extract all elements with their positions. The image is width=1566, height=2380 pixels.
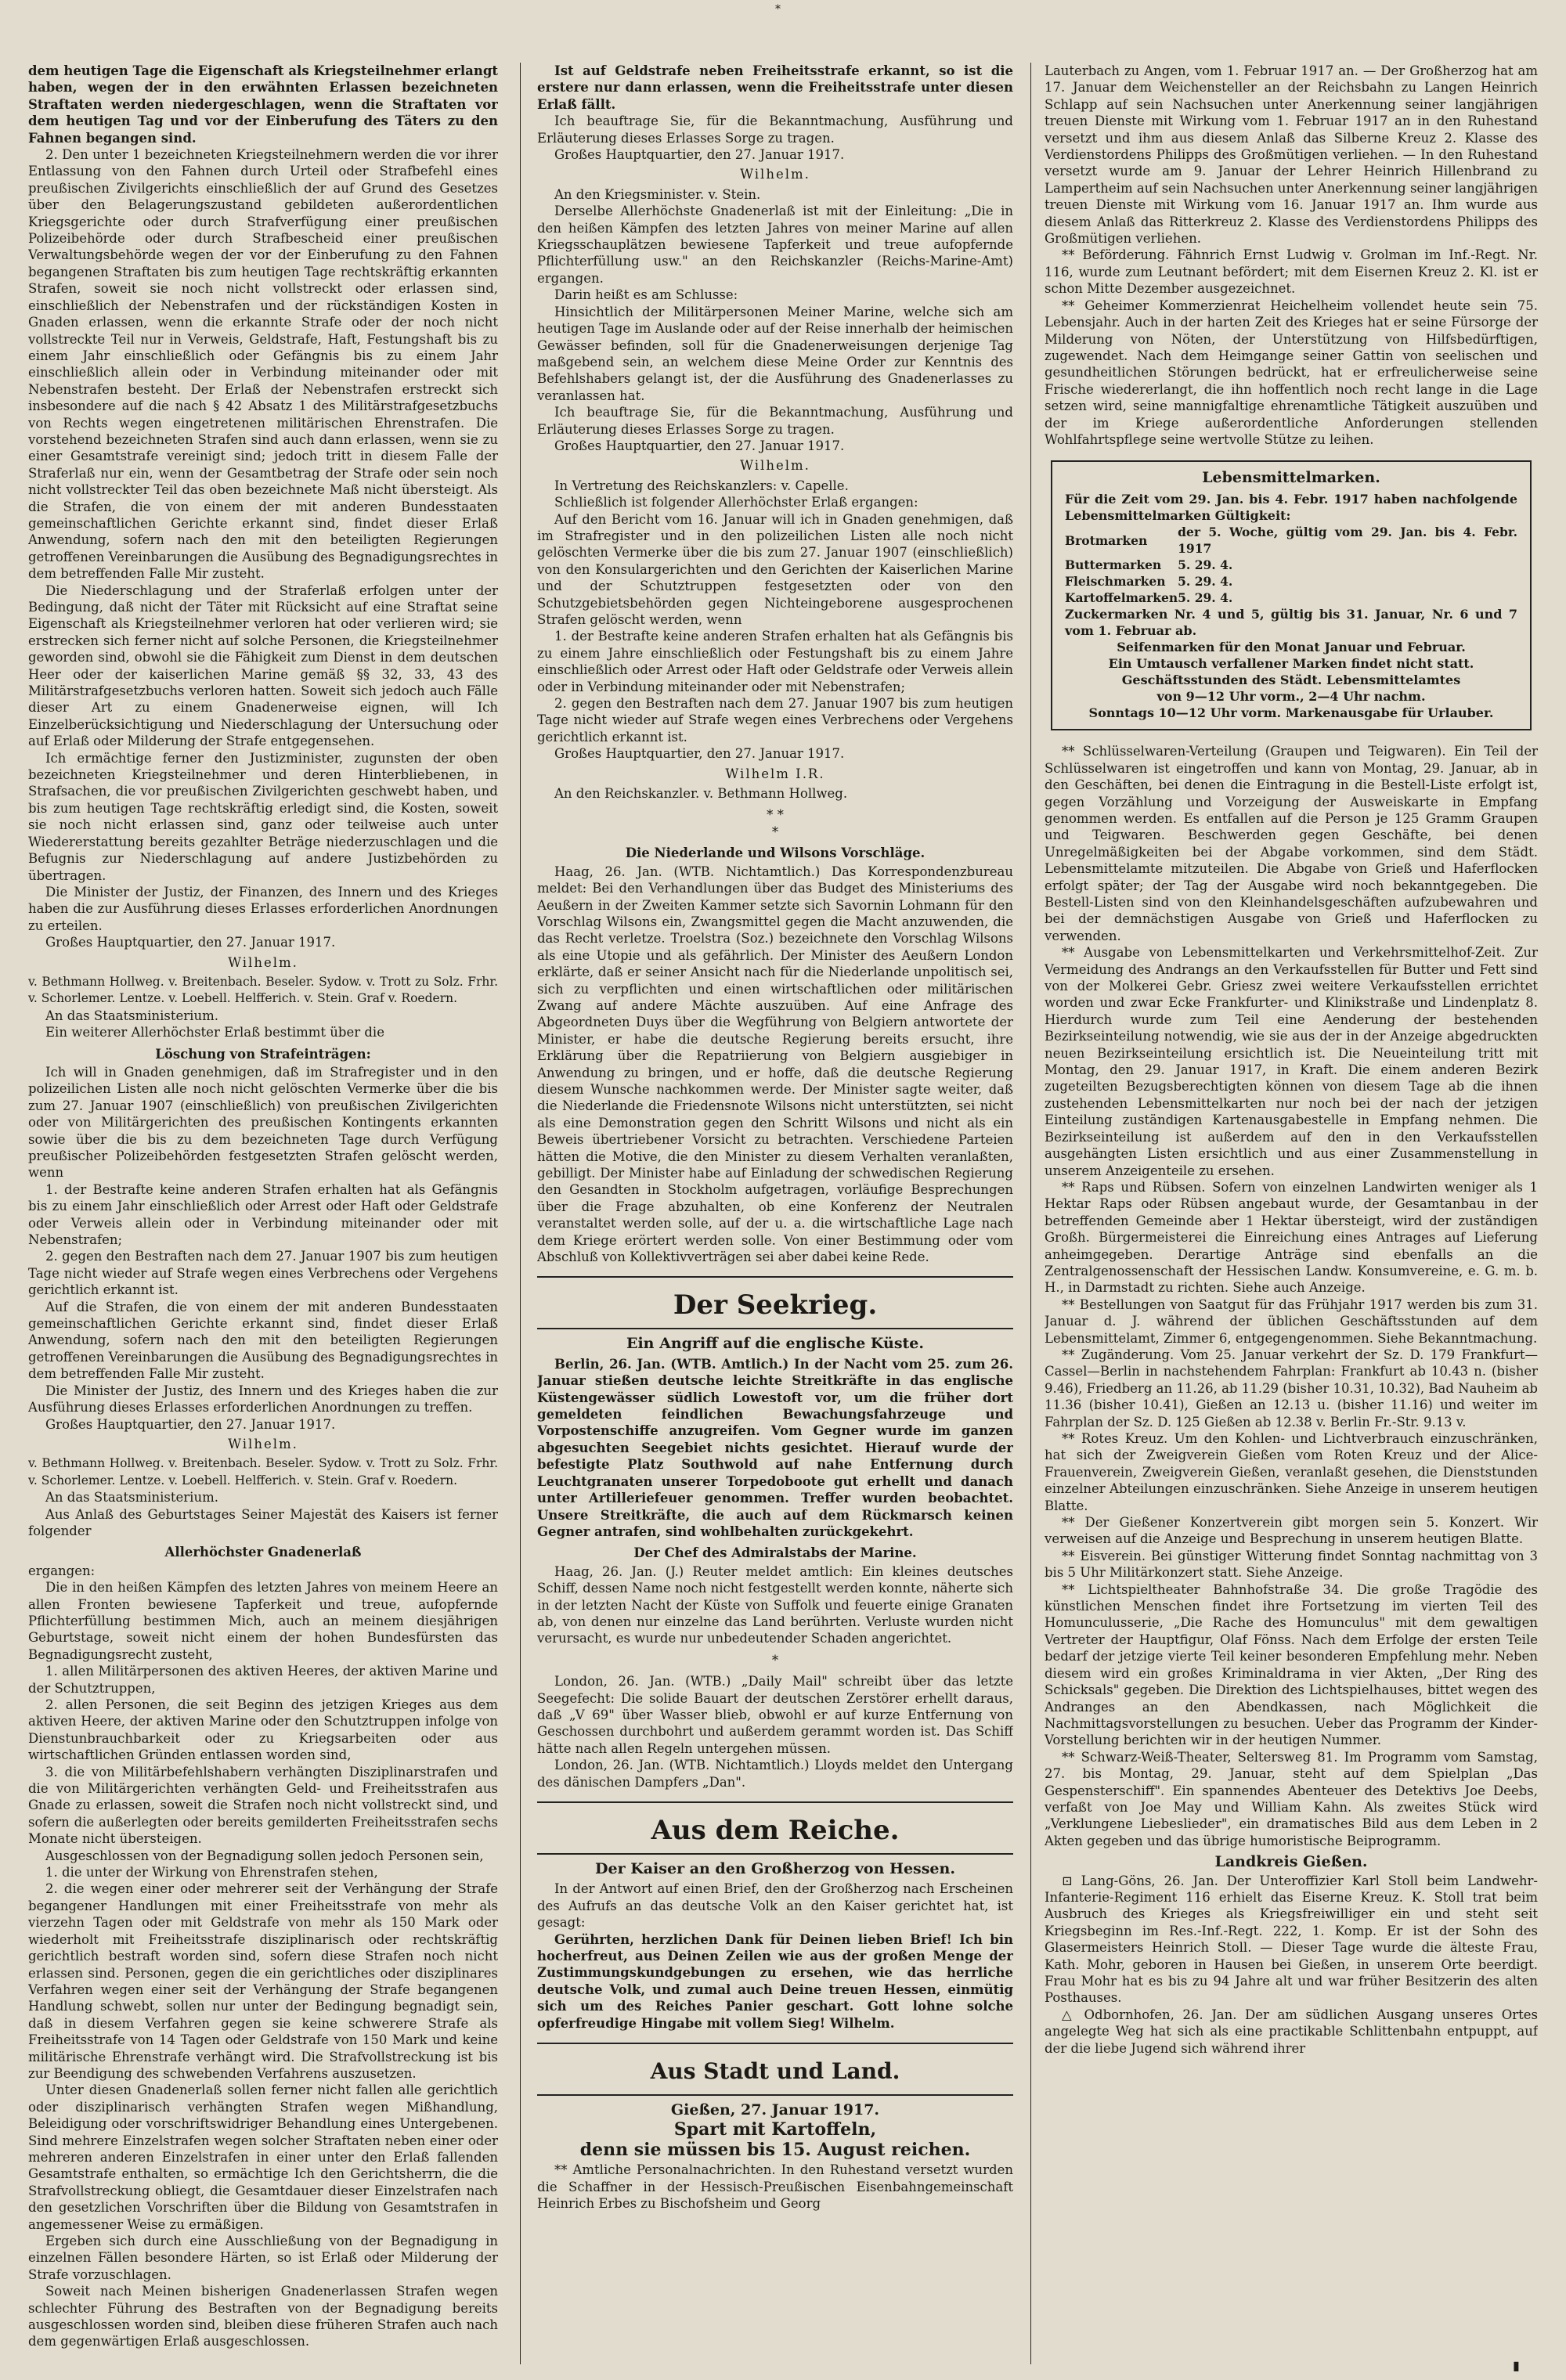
article-heading: Die Niederlande und Wilsons Vorschläge. (625, 846, 926, 861)
sugar-cards: Zuckermarken Nr. 4 und 5, gültig bis 31. Januar, Nr. 6 und 7 vom 1. Februar ab. (1065, 607, 1517, 639)
paragraph: Soweit nach Meinen bisherigen Gnadenerlassen Strafen wegen schlechter Führung des Bestraften von der Begnadigung bereits ausgeschlossen worden sind, bleiben diese früheren Strafen auch nach dem gegenwärtigen Erlaß ausgeschlossen. (28, 2284, 498, 2349)
paragraph: ** Bestellungen von Saatgut für das Frühjahr 1917 werden bis zum 31. Januar d. J. während der üblichen Geschäftsstunden auf dem Lebensmittelamt, Zimmer 6, entgegengenommen. Siehe Bekanntmachung. (1045, 1296, 1538, 1346)
paragraph: 2. die wegen einer oder mehrerer seit der Verhängung der Strafe begangener Handlungen mit einer Freiheitsstrafe von mehr als vierzehn Tagen oder mit Geldstrafe von mehr als 150 Mark oder wiederholt mit Freiheitsstrafe disziplinarisch oder rechtskräftig gerichtlich bestraft worden sind, sofern diese Strafen noch nicht erlassen sind. Personen, gegen die ein gerichtliches oder disziplinares Verfahren wegen einer seit der Verhängung der Strafe begangenen Handlung schwebt, sollen nur unter der Bedingung begnadigt sein, daß in diesem Verfahren gegen sie keine schwerere Strafe als Freiheitsstrafe von 14 Tagen oder Geldstrafe von 150 Mark und keine militärische Ehrenstrafe verhängt wird. Die Strafvollstreckung ist bis zur Beendigung des schwebenden Verfahrens auszusetzen. (28, 1881, 498, 2081)
paragraph: Haag, 26. Jan. (WTB. Nichtamtlich.) Das Korrespondenzbureau meldet: Bei den Verhandlungen über das Budget des Ministeriums des Aeußern in der Zweiten Kammer setzte sich Savornin Lohmann für den Vorschlag Wilsons ein, Zwangsmittel gegen die Macht anzuwenden, die das Recht verletze. Troelstra (Soz.) bezeichnete den Vorschlag Wilsons als eine Utopie und als gefährlich. Der Minister des Aeußern London erklärte, daß er seiner Ansicht nach für die Niederlande unpolitisch sei, sich zu verpflichten und einen wirtschaftlichen oder militärischen Zwang auf andere Mächte auszuüben. Auf eine Anfrage des Abgeordneten Duys über die Wegführung von Belgiern antwortete der Minister, er habe die deutsche Regierung bereits ersucht, ihre Erklärung über die Repatriierung von Belgiern ausgiebiger in Anwendung zu bringen, und er hoffe, daß die deutsche Regierung diesem Wunsche nachkommen werde. Der Minister sagte weiter, daß die Niederlande die Friedensnote Wilsons nicht unterstützten, sei nicht als eine Demonstration gegen den Schritt Wilsons und nicht als ein Beweis übertriebener Vorsicht zu betrachten. Verschiedene Parteien hätten die Motive, die den Minister zu diesem Verhalten veranlaßten, gebilligt. Der Minister habe auf Einladung der schwedischen Regierung den Gesandten in Stockholm aufgetragen, vorläufige Besprechungen über die Frage abzuhalten, ob eine Konferenz der Neutralen veranstaltet werden solle, auf der u. a. die wirtschaftliche Lage nach dem Kriege erörtert werden solle. Von einer Bestimmung oder vom Abschluß von Kollektivverträgen sei aber dabei keine Rede. (537, 864, 1013, 1265)
text-cursor-icon: ▮ (1513, 2358, 1520, 2373)
exchange-note: Ein Umtausch verfallener Marken findet nicht statt. (1108, 656, 1474, 672)
table-row (1065, 573, 1517, 590)
addressee: An den Reichskanzler. v. Bethmann Hollweg. (554, 786, 848, 802)
addressee: An den Kriegsminister. v. Stein. (554, 186, 761, 202)
paragraph: In der Antwort auf einen Brief, den der Großherzog nach Erscheinen des Aufrufs an das deutsche Volk an den Kaiser gerichtet hat, ist gesagt: (537, 1881, 1013, 1931)
slogan-line-2: denn sie müssen bis 15. August reichen. (579, 2139, 971, 2160)
paragraph: Hinsichtlich der Militärpersonen Meiner Marine, welche sich am heutigen Tage im Auslande oder auf der Reise innerhalb der heimischen Gewässer befinden, soll für die Gnadenerweisungen derjenige Tag maßgebend sein, an welchem diese Meine Order zur Kenntnis des Befehlshabers gelangt ist, der die Ausführung des Gnadenerlasses zu veranlassen hat. (537, 304, 1013, 403)
paragraph: ** Der Gießener Konzertverein gibt morgen sein 5. Konzert. Wir verweisen auf die Anzeige und Besprechung in unserem heutigen Blatte. (1045, 1515, 1538, 1547)
paragraph: Ausgeschlossen von der Begnadigung sollen jedoch Personen sein, (45, 1848, 484, 1863)
paragraph: ** Rotes Kreuz. Um den Kohlen- und Lichtverbrauch einzuschränken, hat sich der Zweigverein Gießen vom Roten Kreuz und der Alice-Frauenverein, Zweigverein Gießen, veranlaßt gesehen, die Dienststunden einzelner Abteilungen einzuschränken. Siehe Anzeige in unserem heutigen Blatte. (1045, 1431, 1538, 1513)
paragraph: Ich will in Gnaden genehmigen, daß im Strafregister und in den polizeilichen Listen alle noch nicht gelöschten Vermerke über die bis zum 27. Januar 1907 (einschließlich) von preußischen Zivilgerichten oder von Militärgerichten des preußischen Kontingents erkannten sowie über die bis zu dem bezeichneten Tage durch Verfügung preußischer Polizeibehörden festgesetzten Strafen gelöscht werden, wenn (28, 1064, 498, 1181)
paragraph: Aus Anlaß des Geburtstages Seiner Majestät des Kaisers ist ferner folgender (28, 1506, 498, 1538)
paragraph: Berlin, 26. Jan. (WTB. Amtlich.) In der Nacht vom 25. zum 26. Januar stießen deutsche leichte Streitkräfte in das englische Küstengewässer südlich Lowestoft vor, um die früher dort gemeldeten feindlichen Bewachungsfahrzeuge und Vorpostenschiffe anzugreifen. Vom Gegner wurde im ganzen abgesuchten Seegebiet nichts gesichtet. Hierauf wurde der befestigte Platz Southwold auf nahe Entfernung durch Leuchtgranaten unserer Torpedoboote gut erhellt und danach unter Artilleriefeuer genommen. Treffer wurden beobachtet. Unsere Streitkräfte, die auch auf dem Rückmarsch keinen Gegner antrafen, sind wohlbehalten zurückgekehrt. (537, 1356, 1013, 1539)
paragraph: 1. allen Militärpersonen des aktiven Heeres, der aktiven Marine und der Schutztruppen, (28, 1664, 498, 1696)
paragraph: Auf die Strafen, die von einem der mit anderen Bundesstaaten gemeinschaftlichen Gerichte erkannt sind, findet dieser Erlaß Anwendung, sofern nach den mit den beteiligten Regierungen getroffenen Vereinbarungen die Ausübung des Begnadigungsrechtes in dem betreffenden Falle Mir zusteht. (28, 1299, 498, 1382)
paragraph: London, 26. Jan. (WTB. Nichtamtlich.) Lloyds meldet den Untergang des dänischen Dampfers „Dan". (537, 1758, 1013, 1790)
paragraph: ** Schwarz-Weiß-Theater, Seltersweg 81. Im Programm vom Samstag, 27. bis Montag, 29. Januar, steht auf dem Spielplan „Das Gespensterschiff". Ein spannendes Abenteuer des Detektivs Joe Deebs, verfaßt von Joe May und William Kahn. Als zweites Stück wird „Verklungene Liebeslieder", ein dramatisches Bild aus dem Leben in 2 Akten gegeben und das übrige humoristische Beiprogramm. (1045, 1749, 1538, 1848)
paragraph: ** Ausgabe von Lebensmittelkarten und Verkehrsmittelhof-Zeit. Zur Vermeidung des Andrangs an den Verkaufsstellen für Butter und Fett sind von der Molkerei Gebr. Griesz zwei weitere Verkaufsstellen errichtet worden und zwar Ecke Frankfurter- und Klinikstraße und Lindenplatz 8. Hierdurch wurde zum Teil eine Aenderung der bestehenden Bezirkseinteilung notwendig, wie sie aus der in der Anzeige abgedruckten neuen Bezirkseinteilung ersichtlich ist. Die Neueinteilung tritt mit Montag, den 29. Januar 1917, in Kraft. Die einem anderen Bezirk zugeteilten Bezugsberechtigten können von diesem Tage ab die ihnen zustehenden Lebensmittelkarten nur noch bei der nach der jetzigen Einteilung zuständigen Kartenausgabestelle in Empfang nehmen. Die Bezirkseinteilung ist außerdem auf den in den Verkaufsstellen ausgehängten Listen ersichtlich und aus einer Zusammenstellung in unserem Anzeigenteile zu ersehen. (1045, 945, 1538, 1178)
paragraph: △ Odbornhofen, 26. Jan. Der am südlichen Ausgang unseres Ortes angelegte Weg hat sich als eine practikable Schlittenbahn entpuppt, auf der die liebe Jugend sich während ihrer (1045, 2007, 1538, 2056)
column-2 (537, 63, 1013, 2364)
table-cell: der 5. Woche, gültig vom 29. Jan. bis 4. Febr. 1917 (1178, 525, 1517, 557)
paragraph: ** Beförderung. Fähnrich Ernst Ludwig v. Grolman im Inf.-Regt. Nr. 116, wurde zum Leutnant befördert; mit dem Eisernen Kreuz 2. Kl. ist er schon Mitte Dezember ausgezeichnet. (1045, 247, 1538, 297)
column-1 (28, 63, 498, 2364)
slogan-line-1: Spart mit Kartoffeln, (673, 2119, 877, 2140)
separator-stars: * * * (767, 807, 784, 839)
paragraph: 2. gegen den Bestraften nach dem 27. Januar 1907 bis zum heutigen Tage nicht wieder auf Strafe wegen eines Verbrechens oder Vergehens gerichtlich erkannt ist. (537, 696, 1013, 745)
ration-cards-box (1051, 460, 1532, 730)
signature: Wilhelm I.R. (725, 766, 825, 781)
paragraph: London, 26. Jan. (WTB.) „Daily Mail" schreibt über das letzte Seegefecht: Die solide Bauart der deutschen Zerstörer erhellt daraus, daß „V 69" über Wasser blieb, obwohl er auf kurze Entfernung von Geschossen durchbohrt und außerdem gerammt worden ist. Das Schiff hätte nach allen Regeln untergehen müssen. (537, 1674, 1013, 1756)
paragraph: ergangen: (28, 1563, 96, 1578)
article-subtitle: Der Kaiser an den Großherzog von Hessen. (595, 1860, 955, 1877)
column-rule-2 (1030, 63, 1031, 2364)
section-heading: Allerhöchster Gnadenerlaß (164, 1545, 362, 1560)
table-row (1065, 590, 1517, 606)
section-banner (537, 1801, 1013, 1855)
paragraph: Auf den Bericht vom 16. Januar will ich in Gnaden genehmigen, daß im Strafregister und in den polizeilichen Listen alle noch nicht gelöschten Vermerke über die bis zum 27. Januar 1907 (einschließlich) von den Konsulargerichten und den Gerichten der Kaiserlichen Marine und der Schutztruppen festgesetzten oder von den Schutzgebietsbehörden gegen Nichteingeborene ausgesprochenen Strafen gelöscht werden, wenn (537, 511, 1013, 627)
paragraph: Die in den heißen Kämpfen des letzten Jahres von meinem Heere an allen Fronten bewiesene Tapferkeit und treue, aufopfernde Pflichterfüllung bestimmen Mich, auch an meinem diesjährigen Geburtstage, soweit nicht einem der hohen Bundesfürsten das Begnadigungsrecht zusteht, (28, 1580, 498, 1662)
box-title: Lebensmittelmarken. (1202, 469, 1380, 487)
office-hours-3: Sonntags 10—12 Uhr vorm. Markenausgabe für Urlauber. (1088, 705, 1494, 721)
paragraph: Ein weiterer Allerhöchster Erlaß bestimmt über die (45, 1025, 384, 1040)
paragraph: Lauterbach zu Angen, vom 1. Februar 1917 an. — Der Großherzog hat am 17. Januar dem Weichensteller an der Reichsbahn zu Langen Heinrich Schlapp auf sein Nachsuchen unter Anerkennung seiner langjährigen treuen Dienste mit Wirkung vom 1. Februar 1917 an in den Ruhestand versetzt und ihm aus diesem Anlaß das Silberne Kreuz 2. Klasse des Verdienstordens Philipps des Großmütigen verliehen. — In den Ruhestand versetzt wurde am 9. Januar der Lehrer Heinrich Hillenbrand zu Lampertheim auf sein Nachsuchen unter Anerkennung seiner langjährigen treuen Dienste mit Wirkung vom 16. Januar 1917 an. Ihm wurde aus diesem Anlaß das Ritterkreuz 2. Klasse des Verdienstordens Philipps des Großmütigen verliehen. (1045, 63, 1538, 247)
place-date: Großes Hauptquartier, den 27. Januar 1917. (45, 935, 336, 950)
countersigners: v. Bethmann Hollweg. v. Breitenbach. Beseler. Sydow. v. Trott zu Solz. Frhr. v. Schorlemer. Lentze. v. Loebell. Helfferich. v. Stein. Graf v. Roedern. (28, 1456, 498, 1488)
paragraph: Gerührten, herzlichen Dank für Deinen lieben Brief! Ich bin hocherfreut, aus Deinen Zeilen wie aus der großen Menge der Zustimmungskundgebungen zu ersehen, wie das herrliche deutsche Volk, und zumal auch Deine treuen Hessen, einmütig sich um des Reiches Panier geschart. Gott lohne solche opferfreudige Hingabe mit vollem Sieg! Wilhelm. (537, 1931, 1013, 2031)
place-date: Großes Hauptquartier, den 27. Januar 1917. (554, 746, 845, 762)
table-row (1065, 557, 1517, 573)
paragraph: Die Niederschlagung und der Straferlaß erfolgen unter der Bedingung, daß nicht der Täter mit Rücksicht auf eine Straftat seine Eigenschaft als Kriegsteilnehmer verloren hat oder verlieren wird; sie erstrecken sich ferner nicht auf solche Personen, die Kriegsteilnehmer geworden sind, obwohl sie die Fähigkeit zum Dienst in dem deutschen Heer oder der kaiserlichen Marine gemäß §§ 32, 33, 43 des Militärstrafgesetzbuchs verloren hatten. Soweit sich jedoch auch Fälle dieser Art zu einem Gnadenerweise eignen, will Ich Einzelberücksichtigung und Niederschlagung der Untersuchung oder auf Erlaß oder Milderung der Strafe entgegensehen. (28, 582, 498, 749)
paragraph: 1. die unter der Wirkung von Ehrenstrafen stehen, (45, 1865, 378, 1881)
paragraph: Ergeben sich durch eine Ausschließung von der Begnadigung in einzelnen Fällen besondere Härten, so ist Erlaß oder Milderung der Strafe vorzuschlagen. (28, 2234, 498, 2282)
section-heading: Löschung von Strafeinträgen: (155, 1046, 371, 1062)
soap-cards: Seifenmarken für den Monat Januar und Februar. (1117, 640, 1466, 655)
paragraph: Haag, 26. Jan. (J.) Reuter meldet amtlich: Ein kleines deutsches Schiff, dessen Name noch nicht festgestellt werden konnte, näherte sich in der letzten Nacht der Küste von Suffolk und feuerte einige Granaten ab, von denen nur einzelne das Land berührten. Verluste wurden nicht verursacht, es wurde nur unbedeutender Schaden angerichtet. (537, 1563, 1013, 1646)
dateline: Gießen, 27. Januar 1917. (670, 2101, 880, 2119)
paragraph: dem heutigen Tage die Eigenschaft als Kriegsteilnehmer erlangt haben, wegen der in den erwähnten Erlassen bezeichneten Straftaten werden niedergeschlagen, wenn die Straftaten vor dem heutigen Tag und vor der Einberufung des Täters zu den Fahnen begangen sind. (28, 63, 498, 146)
paragraph: Die Minister der Justiz, des Innern und des Krieges haben die zur Ausführung dieses Erlasses erforderlichen Anordnungen zu treffen. (28, 1383, 498, 1415)
paragraph: Ich beauftrage Sie, für die Bekanntmachung, Ausführung und Erläuterung dieses Erlasses Sorge zu tragen. (537, 114, 1013, 146)
paragraph: ** Eisverein. Bei günstiger Witterung findet Sonntag nachmittag von 3 bis 5 Uhr Militärkonzert statt. Siehe Anzeige. (1045, 1548, 1538, 1581)
section-heading: Landkreis Gießen. (1214, 1853, 1368, 1871)
paragraph: ** Lichtspieltheater Bahnhofstraße 34. Die große Tragödie des künstlichen Menschen findet ihre Fortsetzung im vierten Teil des Homunculusserie, „Die Rache des Homunculus" mit dem gewaltigen Vertreter der Hauptfigur, Olaf Fönss. Nach dem Erfolge der ersten Teile bedarf der jetzige vierte Teil keiner besonderen Empfehlung mehr. Neben diesem wird ein großes Kriminaldrama in vier Akten, „Der Ring des Schicksals" gegeben. Die Direktion des Lichtspielhauses, bittet wegen des Andranges an den Abendkassen, nach Möglichkeit die Nachmittagsvorstellungen zu besuchen. Ueber das Programm der Kinder-Vorstellung berichten wir in der heutigen Nummer. (1045, 1581, 1538, 1748)
addressee: In Vertretung des Reichskanzlers: v. Capelle. (554, 478, 849, 493)
paragraph: Die Minister der Justiz, der Finanzen, des Innern und des Krieges haben die zur Ausführung dieses Erlasses erforderlichen Anordnungen zu erteilen. (28, 884, 498, 933)
place-date: Großes Hauptquartier, den 27. Januar 1917. (45, 1416, 336, 1432)
table-cell: Fleischmarken (1065, 574, 1166, 590)
section-title: Aus Stadt und Land. (650, 2058, 900, 2085)
paragraph: Ich beauftrage Sie, für die Bekanntmachung, Ausführung und Erläuterung dieses Erlasses Sorge zu tragen. (537, 405, 1013, 437)
place-date: Großes Hauptquartier, den 27. Januar 1917. (554, 438, 845, 453)
ration-table (1065, 524, 1517, 606)
paragraph: Schließlich ist folgender Allerhöchster Erlaß ergangen: (554, 495, 918, 510)
addressee: An das Staatsministerium. (45, 1008, 218, 1023)
paragraph: Derselbe Allerhöchste Gnadenerlaß ist mit der Einleitung: „Die in den heißen Kämpfen des letzten Jahres von meiner Marine auf allen Kriegsschauplätzen bewiesene Tapferkeit und treue aufopfernde Pflichterfüllung usw." an den Reichskanzler (Reichs-Marine-Amt) ergangen. (537, 204, 1013, 286)
paragraph: 2. Den unter 1 bezeichneten Kriegsteilnehmern werden die vor ihrer Entlassung von den Fahnen durch Urteil oder Strafbefehl eines preußischen Zivilgerichts einschließlich der auf Grund des Gesetzes über den Belagerungszustand gebildeten außerordentlichen Kriegsgerichte oder durch Strafverfügung einer preußischen Polizeibehörde oder durch Strafbescheid einer preußischen Verwaltungsbehörde wegen der vor der Einberufung zu den Fahnen begangenen Straftaten bis zum heutigen Tage rechtskräftig erkannten Strafen, soweit sie noch nicht vollstreckt oder erlassen sind, einschließlich der Nebenstrafen und der rückständigen Kosten in Gnaden erlassen, wenn die erkannte Strafe oder der noch nicht vollstreckte Teil nur in Verweis, Geldstrafe, Haft, Festungshaft bis zu einem Jahr einschließlich oder Gefängnis bis zu einem Jahr einschließlich allein oder in Verbindung miteinander oder mit Nebenstrafen besteht. Der Erlaß der Nebenstrafen erstreckt sich insbesondere auf die nach § 42 Absatz 1 des Militärstrafgesetzbuchs von Rechts wegen eingetretenen militärischen Ehrenstrafen. Die vorstehend bezeichneten Strafen sind auch dann erlassen, wenn sie zu einer Gesamtstrafe vereinigt sind; jedoch tritt in diesem Falle der Straferlaß nur ein, wenn der Gesamtbetrag der Strafe oder sein noch nicht vollstreckter Teil das oben bezeichnete Maß nicht übersteigt. Als die Strafen, die von einem der mit anderen Bundesstaaten gemeinschaftlichen Gerichte erkannt sind, findet dieser Erlaß Anwendung, sofern nach den mit den beteiligten Regierungen getroffenen Vereinbarungen die Ausübung des Begnadigungsrechtes in dem betreffenden Falle Mir zusteht. (28, 147, 498, 582)
separator-star: * (771, 1652, 779, 1668)
office-hours-2: von 9—12 Uhr vorm., 2—4 Uhr nachm. (1156, 689, 1426, 705)
paragraph: Ist auf Geldstrafe neben Freiheitsstrafe erkannt, so ist die erstere nur dann erlassen, wenn die Freiheitsstrafe unter diesen Erlaß fällt. (537, 63, 1013, 112)
section-title: Der Seekrieg. (673, 1289, 878, 1322)
section-banner (537, 2043, 1013, 2096)
article-subtitle: Ein Angriff auf die englische Küste. (626, 1335, 925, 1353)
paragraph: Darin heißt es am Schlusse: (554, 287, 738, 303)
table-row (1065, 524, 1517, 557)
paragraph: 1. der Bestrafte keine anderen Strafen erhalten hat als Gefängnis bis zu einem Jahr einschließlich oder Arrest oder Haft oder Geldstrafe oder Verweis allein oder in Verbindung miteinander oder mit Nebenstrafen; (28, 1181, 498, 1248)
paragraph: 2. gegen den Bestraften nach dem 27. Januar 1907 bis zum heutigen Tage nicht wieder auf Strafe wegen eines Verbrechens oder Vergehens gerichtlich erkannt ist. (28, 1249, 498, 1298)
addressee: An das Staatsministerium. (45, 1490, 218, 1506)
paragraph: 1. der Bestrafte keine anderen Strafen erhalten hat als Gefängnis bis zu einem Jahre einschließlich oder Festungshaft bis zu einem Jahre einschließlich oder Arrest oder Haft oder Geldstrafe oder Verweis allein oder in Verbindung miteinander oder mit Nebenstrafen; (537, 629, 1013, 694)
paragraph: ** Amtliche Personalnachrichten. In den Ruhestand versetzt wurden die Schaffner in der Hessisch-Preußischen Eisenbahngemeinschaft Heinrich Erbes zu Bischofsheim und Georg (537, 2162, 1013, 2212)
column-rule-1 (520, 63, 521, 2364)
place-date: Großes Hauptquartier, den 27. Januar 1917. (554, 147, 845, 163)
paragraph: ** Zugänderung. Vom 25. Januar verkehrt der Sz. D. 179 Frankfurt—Cassel—Berlin in nachstehendem Fahrplan: Frankfurt ab 10.43 n. (bisher 9.46), Friedberg an 11.26, ab 11.29 (bisher 10.31, 10.32), Bad Nauheim ab 11.36 (bisher 10.41), Gießen an 12.13 u. (bisher 11.16) und weiter im Fahrplan der Sz. D. 125 Gießen ab 12.38 v. Berlin Fr.-Str. 9.13 v. (1045, 1347, 1538, 1430)
section-title: Aus dem Reiche. (651, 1815, 900, 1846)
table-cell: Brotmarken (1065, 532, 1148, 548)
table-cell: 5. 29. 4. (1178, 557, 1233, 573)
office-hours-1: Geschäftsstunden des Städt. Lebensmittelamtes (1121, 673, 1461, 688)
signature: Wilhelm. (228, 1436, 298, 1451)
table-cell: Kartoffelmarken (1065, 590, 1178, 606)
table-cell: Buttermarken (1065, 557, 1162, 573)
paragraph: 3. die von Militärbefehlshabern verhängten Disziplinarstrafen und die von Militärgerichten verhängten Geld- und Freiheitsstrafen aus Gnade zu erlassen, soweit die Strafen noch nicht vollstreckt sind, und sofern die außerlegten oder bereits gemilderten Freiheitsstrafen sechs Monate nicht übersteigen. (28, 1764, 498, 1847)
paragraph: ** Raps und Rübsen. Sofern von einzelnen Landwirten weniger als 1 Hektar Raps oder Rübsen angebaut wurde, der Gesamtanbau in der betreffenden Gemeinde aber 1 Hektar übersteigt, wird der zuständigen Großh. Bürgermeisterei die Einreichung eines Antrages auf Lieferung anheimgegeben. Derartige Anträge sind ebenfalls an die Zentralgenossenschaft der Hessischen Landw. Konsumvereine, e. G. m. b. H., in Darmstadt zu richten. Siehe auch Anzeige. (1045, 1179, 1538, 1296)
page-marker: * (775, 3, 781, 16)
table-cell: 5. 29. 4. (1178, 574, 1233, 590)
column-3 (1045, 63, 1538, 2364)
paragraph: Ich ermächtige ferner den Justizminister, zugunsten der oben bezeichneten Kriegsteilnehmer und deren Hinterbliebenen, in Strafsachen, die vor preußischen Zivilgerichten geschwebt haben, und bis zum heutigen Tage rechtskräftig erledigt sind, die Kosten, soweit sie noch nicht erlassen sind, ganz oder teilweise auch unter Wiedererstattung bereits gezahlter Beträge niederzuschlagen und die Befugnis zur Niederschlagung auf andere Justizbehörden zu übertragen. (28, 750, 498, 883)
paragraph: ⊡ Lang-Göns, 26. Jan. Der Unteroffizier Karl Stoll beim Landwehr-Infanterie-Regiment 116 erhielt das Eiserne Kreuz. K. Stoll trat beim Ausbruch des Krieges als Kriegsfreiwilliger ein und steht seit Kriegsbeginn im Res.-Inf.-Regt. 222, 1. Komp. Er ist der Sohn des Glasermeisters Heinrich Stoll. — Dieser Tage wurde die älteste Frau, Kath. Mohr, geboren in Hausen bei Gießen, in unserem Orte beerdigt. Frau Mohr hat es bis zu 94 Jahre alt und war früher Besitzerin des alten Posthauses. (1045, 1873, 1538, 2006)
paragraph: Unter diesen Gnadenerlaß sollen ferner nicht fallen alle gerichtlich oder disziplinarisch verhängten Strafen wegen Mißhandlung, Beleidigung oder vorschriftswidriger Behandlung eines Untergebenen. Sind mehrere Einzelstrafen wegen solcher Straftaten neben einer oder mehreren anderen Einzelstrafen in einer unter den Erlaß fallenden Gesamtstrafe enthalten, so ermächtige Ich den Gerichtsherrn, die die Strafvollstreckung obliegt, die Gesamtdauer dieser Einzelstrafen nach den gesetzlichen Vorschriften über die Bildung von Gesamtstrafen in angemessener Weise zu ermäßigen. (28, 2082, 498, 2232)
countersigners: v. Bethmann Hollweg. v. Breitenbach. Beseler. Sydow. v. Trott zu Solz. Frhr. v. Schorlemer. Lentze. v. Loebell. Helfferich. v. Stein. Graf v. Roedern. (28, 974, 498, 1006)
paragraph: 2. allen Personen, die seit Beginn des jetzigen Krieges aus dem aktiven Heere, der aktiven Marine oder den Schutztruppen infolge von Dienstunbrauchbarkeit oder zu Kriegsarbeiten oder aus wirtschaftlichen Gründen entlassen worden sind, (28, 1697, 498, 1763)
signature: Wilhelm. (740, 458, 810, 474)
table-cell: 5. 29. 4. (1178, 590, 1233, 606)
paragraph: ** Geheimer Kommerzienrat Heichelheim vollendet heute sein 75. Lebensjahr. Auch in der harten Zeit des Krieges hat er seine Fürsorge der Milderung von Nöten, der Unterstützung von Hilfsbedürftigen, zugewendet. Nach dem Heimgange seiner Gattin von seelischen und gesundheitlichen Störungen bedrückt, hat er erfreulicherweise seine Frische wiedererlangt, die ihn hoffentlich noch recht lange in die Lage setzen wird, seine mannigfaltige ehrenamtliche Tätigkeit auszuüben und der im Kriege außerordentliche Anforderungen stellenden Wohlfahrtspflege seine wertvolle Stütze zu leihen. (1045, 298, 1538, 447)
signature: Wilhelm. (228, 954, 298, 970)
section-banner (537, 1276, 1013, 1329)
box-intro: Für die Zeit vom 29. Jan. bis 4. Febr. 1917 haben nachfolgende Lebensmittelmarken Gültigkeit: (1065, 492, 1517, 524)
paragraph: ** Schlüsselwaren-Verteilung (Graupen und Teigwaren). Ein Teil der Schlüsselwaren ist eingetroffen und kann von Montag, 29. Januar, ab in den Geschäften, bei denen die Eintragung in die Bestell-Liste erfolgt ist, gegen Vorzählung und Vorzeigung der Ausweiskarte in Empfang genommen werden. Es entfallen auf die Person je 125 Gramm Graupen und Teigwaren. Beschwerden gegen Geschäfte, bei denen Unregelmäßigkeiten bei der Abgabe vorkommen, sind dem Städt. Lebensmittelamte mitzuteilen. Die Abgabe von Grieß und Haferflocken erfolgt später; der Tag der Ausgabe wird noch bekanntgegeben. Die Bestell-Listen sind von den Kleinhandelsgeschäften aufzubewahren und bei der demnächstigen Ausgabe von Grieß und Haferflocken zu verwenden. (1045, 744, 1538, 943)
signature: Wilhelm. (740, 167, 810, 182)
attribution: Der Chef des Admiralstabs der Marine. (633, 1545, 917, 1561)
